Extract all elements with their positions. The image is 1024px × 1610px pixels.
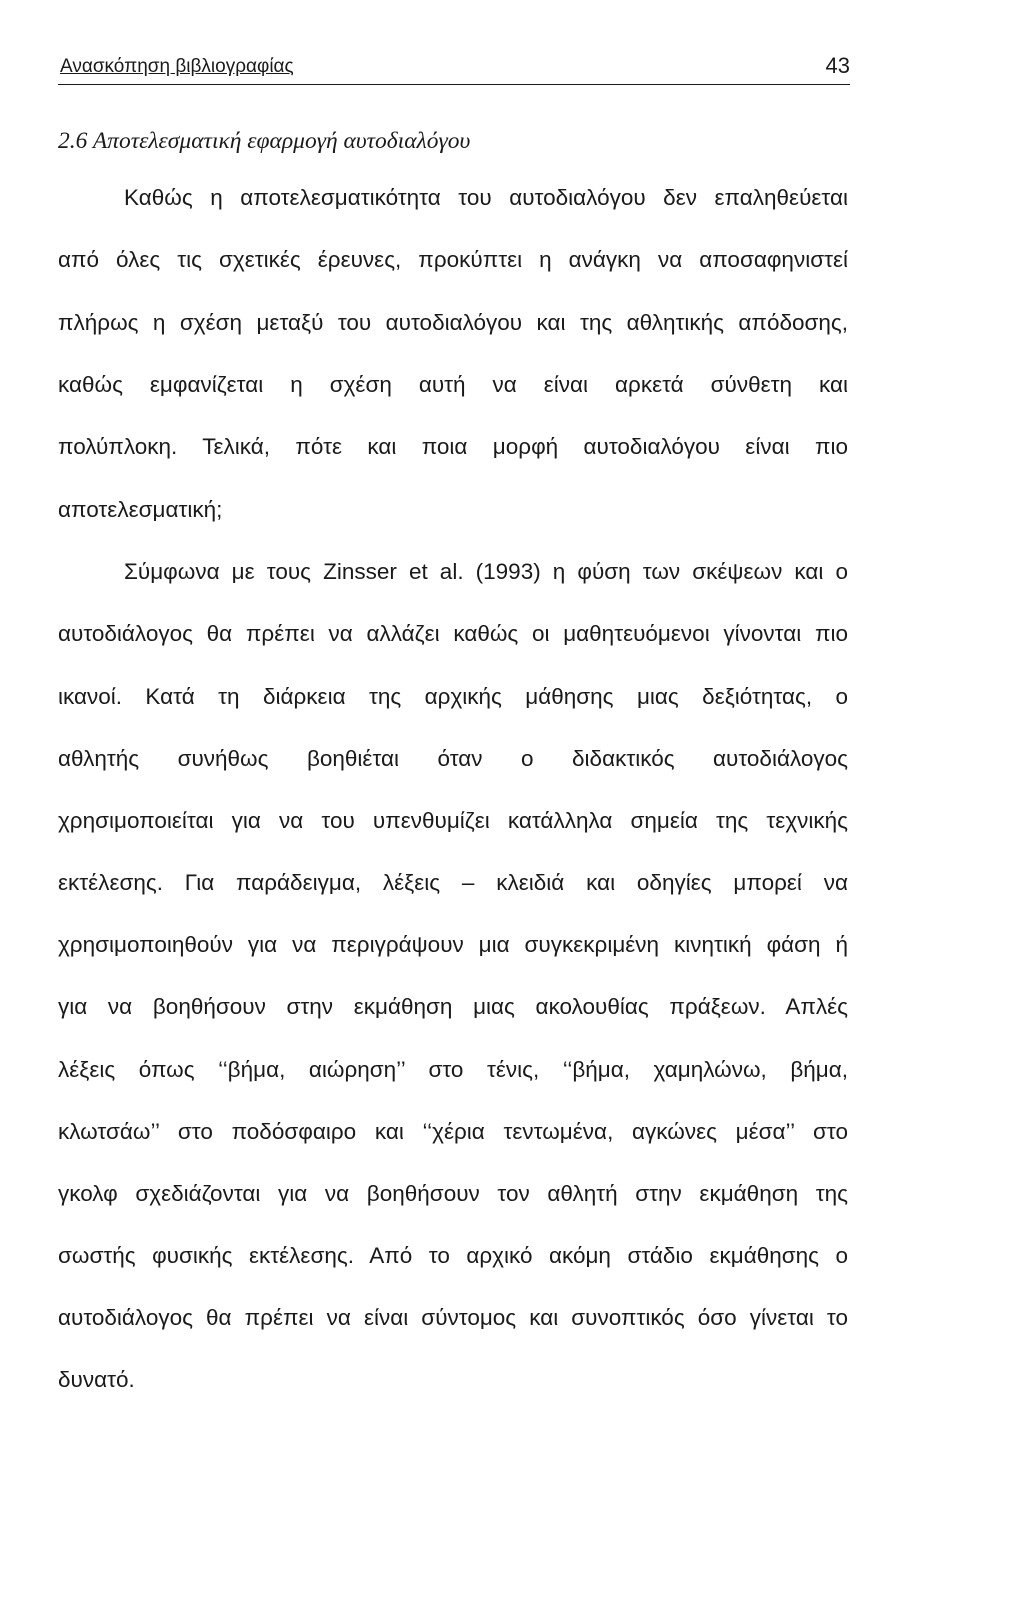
running-header — [58, 50, 850, 85]
paragraph2-line: χρησιμοποιείται για να του υπενθυμίζει κατάλληλα σημεία της τεχνικής — [58, 808, 848, 833]
paragraph2-line: αθλητής συνήθως βοηθιέται όταν ο διδακτικός αυτοδιάλογος — [58, 746, 848, 771]
paragraph1-line: πολύπλοκη. Τελικά, πότε και ποια μορφή αυτοδιαλόγου είναι πιο — [58, 434, 848, 459]
paragraph2-line: κλωτσάω’’ στο ποδόσφαιρο και ‘‘χέρια τεντωμένα, αγκώνες μέσα’’ στο — [58, 1119, 848, 1144]
paragraph2-line: σωστής φυσικής εκτέλεσης. Από το αρχικό ακόμη στάδιο εκμάθησης ο — [58, 1243, 848, 1268]
paragraph2-line: ικανοί. Κατά τη διάρκεια της αρχικής μάθησης μιας δεξιότητας, ο — [58, 684, 848, 709]
paragraph1-line: αποτελεσματική; — [58, 497, 223, 522]
page-number: 43 — [825, 53, 850, 78]
paragraph2-line: δυνατό. — [58, 1367, 135, 1392]
paragraph2-line: εκτέλεσης. Για παράδειγμα, λέξεις – κλειδιά και οδηγίες μπορεί να — [58, 870, 848, 895]
paragraph2-line: γκολφ σχεδιάζονται για να βοηθήσουν τον αθλητή στην εκμάθηση της — [58, 1181, 848, 1206]
section-heading: 2.6 Αποτελεσματική εφαρμογή αυτοδιαλόγου — [58, 128, 471, 154]
paragraph1-line: Καθώς η αποτελεσματικότητα του αυτοδιαλόγου δεν επαληθεύεται — [124, 185, 848, 210]
paragraph2-line: αυτοδιάλογος θα πρέπει να αλλάζει καθώς οι μαθητευόμενοι γίνονται πιο — [58, 621, 848, 646]
paragraph1-line: από όλες τις σχετικές έρευνες, προκύπτει η ανάγκη να αποσαφηνιστεί — [58, 247, 848, 272]
paragraph2-line: χρησιμοποιηθούν για να περιγράψουν μια συγκεκριμένη κινητική φάση ή — [58, 932, 848, 957]
paragraph2-line: Σύμφωνα με τους Zinsser et al. (1993) η φύση των σκέψεων και ο — [124, 559, 848, 584]
paragraph2-line: για να βοηθήσουν στην εκμάθηση μιας ακολουθίας πράξεων. Απλές — [58, 994, 848, 1019]
paragraph1-line: πλήρως η σχέση μεταξύ του αυτοδιαλόγου και της αθλητικής απόδοσης, — [58, 310, 848, 335]
running-title: Ανασκόπηση βιβλιογραφίας — [60, 56, 294, 77]
paragraph1-line: καθώς εμφανίζεται η σχέση αυτή να είναι αρκετά σύνθετη και — [58, 372, 848, 397]
paragraph2-line: αυτοδιάλογος θα πρέπει να είναι σύντομος και συνοπτικός όσο γίνεται το — [58, 1305, 848, 1330]
paragraph2-line: λέξεις όπως ‘‘βήμα, αιώρηση’’ στο τένις, ‘‘βήμα, χαμηλώνω, βήμα, — [58, 1057, 848, 1082]
